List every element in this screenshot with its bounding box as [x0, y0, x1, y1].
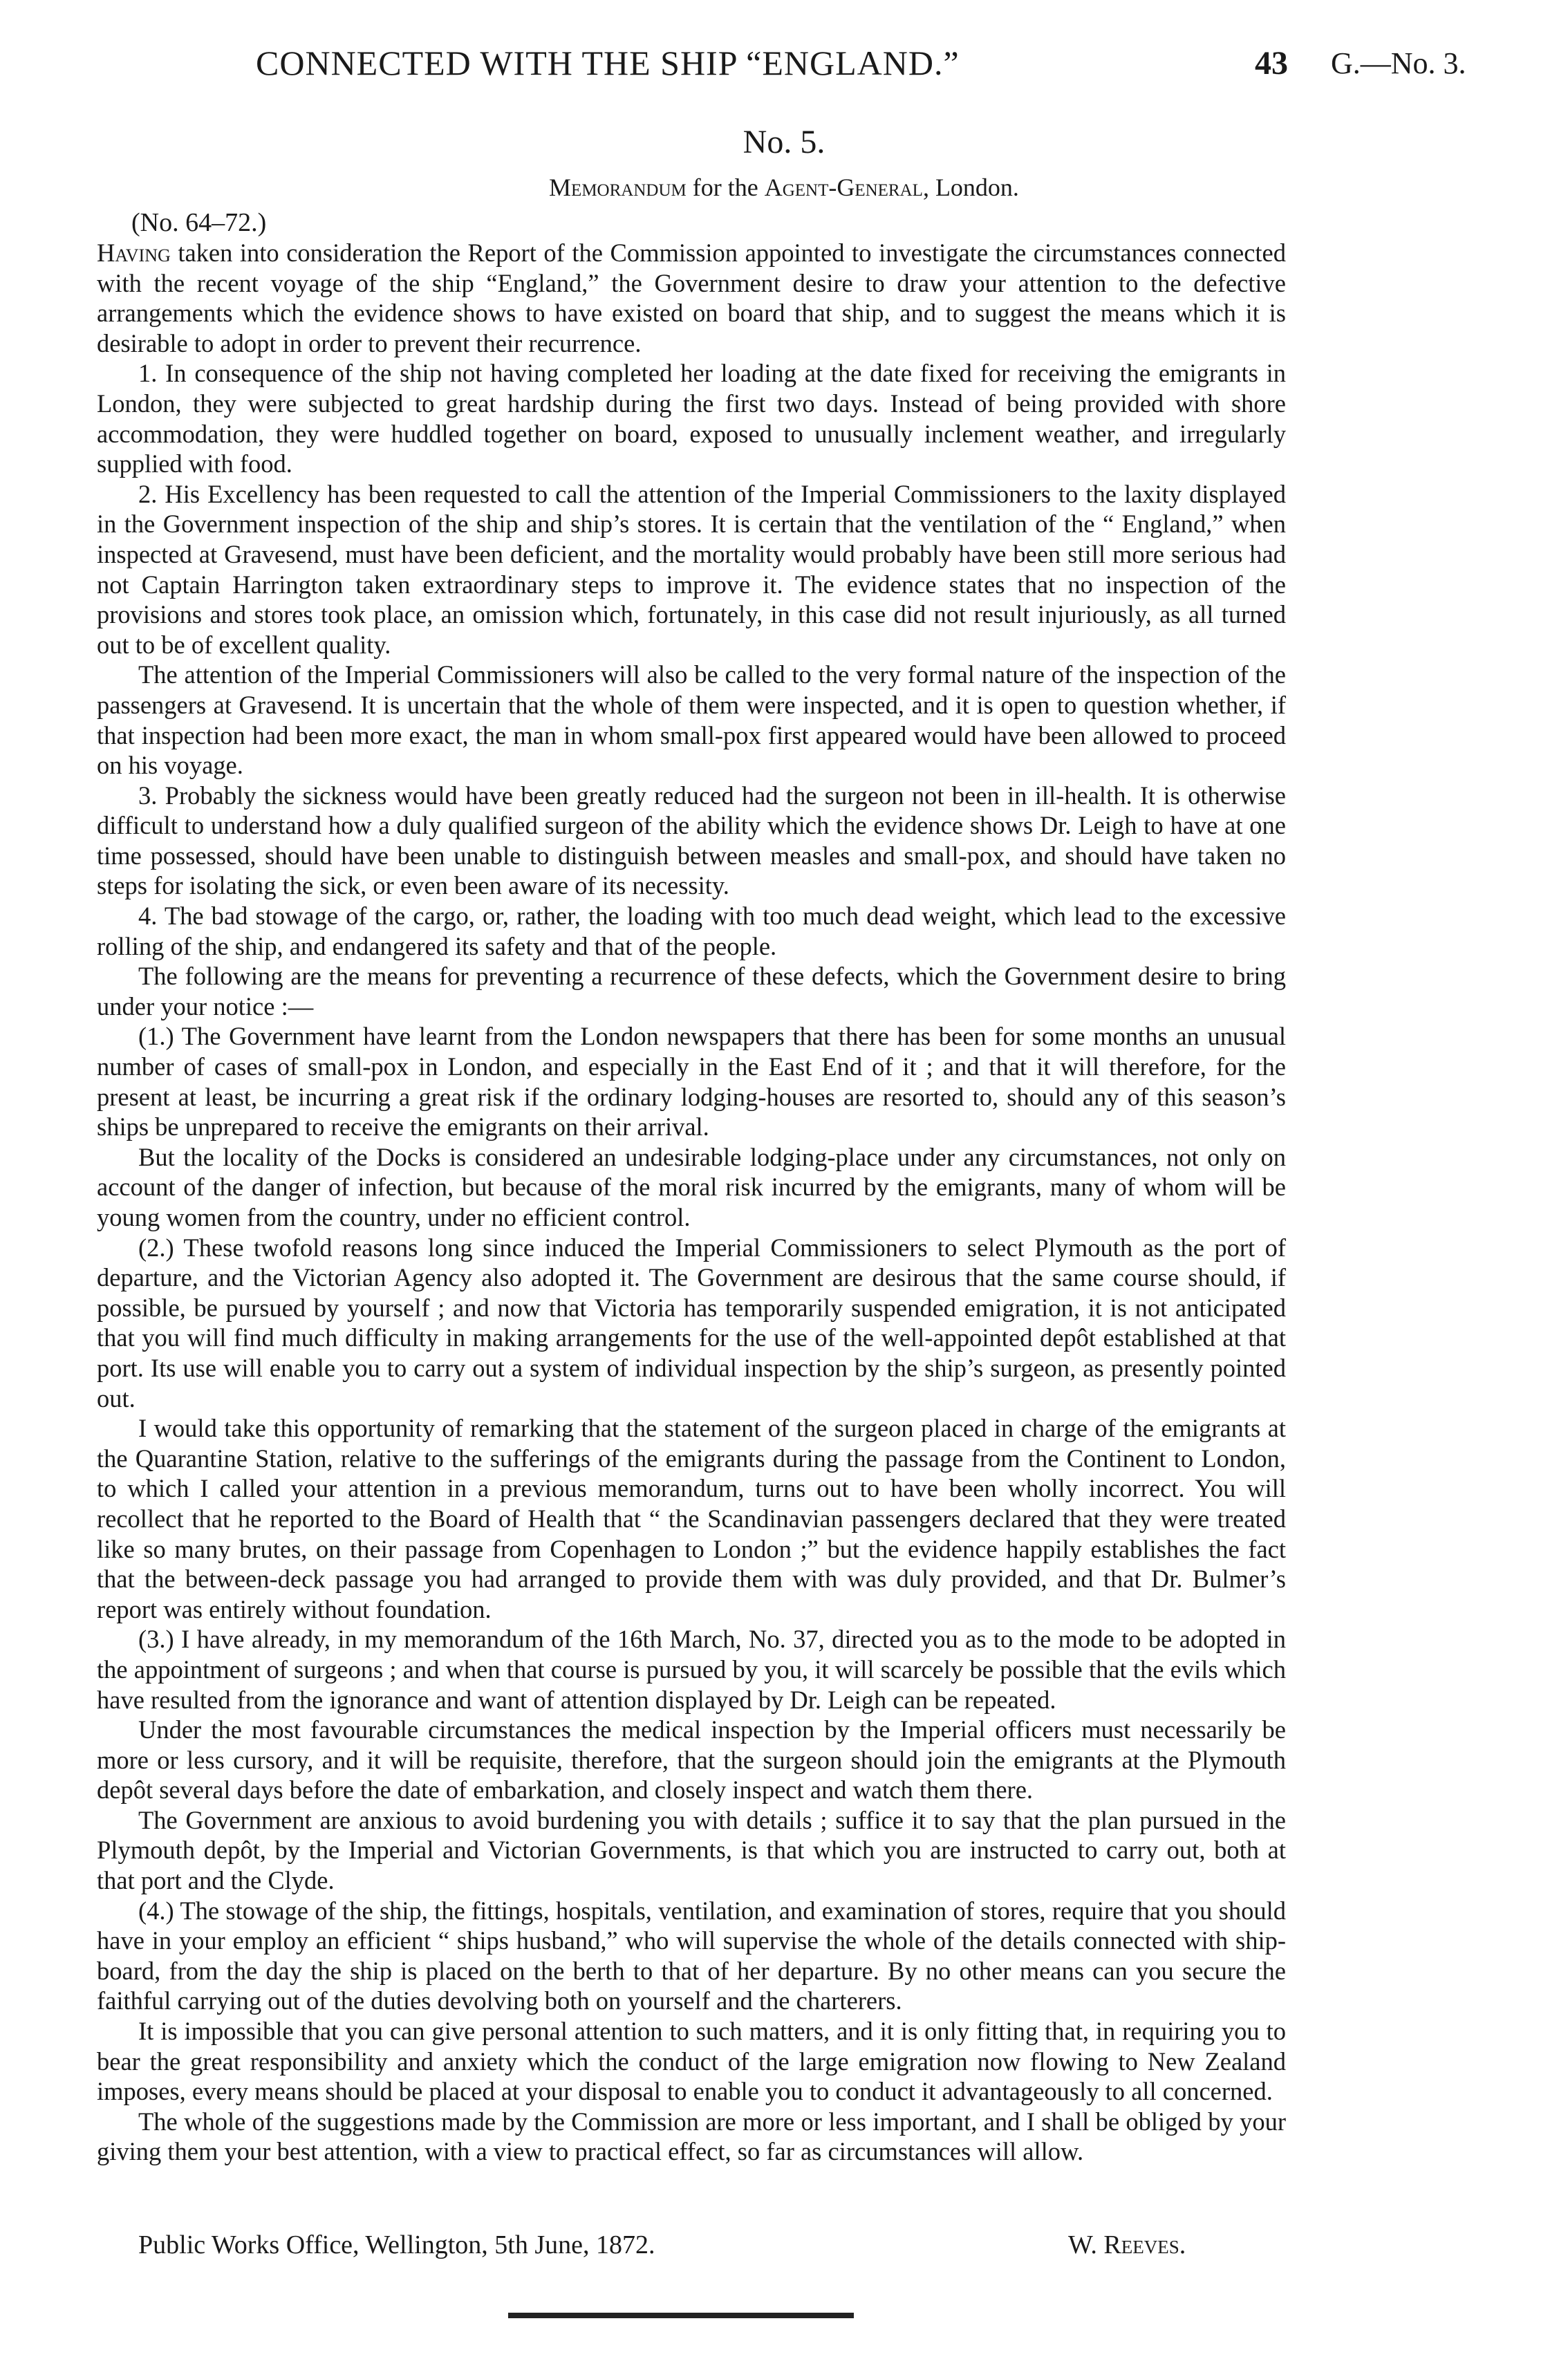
paragraph: (1.) The Government have learnt from the London newspapers that there has been for some months an unusual number of cases of small-pox in London, and especially in the East End of it ; and that it will therefore, for the present at least, be incurring a great risk if the ordinary lodging-houses are resorted to, should any of this season’s ships be unprepared to receive the emigrants on their arrival.: [97, 1022, 1286, 1141]
memo-reference: (No. 64–72.): [131, 208, 267, 237]
page-header: [0, 43, 1568, 91]
paragraph: The following are the means for preventing a recurrence of these defects, which the Government desire to bring under your notice :—: [97, 962, 1286, 1020]
page-number: 43: [1255, 45, 1288, 82]
paragraph: The attention of the Imperial Commissioners will also be called to the very formal nature of the inspection of the passengers at Gravesend. It is uncertain that the whole of them were inspected, and it is open to question whether, if that inspection had been more exact, the man in whom small-pox first appeared would have been allowed to proceed on his voyage.: [97, 660, 1286, 780]
closing-rule: [508, 2313, 854, 2318]
paragraph: It is impossible that you can give personal attention to such matters, and it is only fitting that, in requiring you to bear the great responsibility and anxiety which the conduct of the large emigration now flowing to New Zealand imposes, every means should be placed at your disposal to enable you to conduct it advantageously to all concerned.: [97, 2017, 1286, 2106]
paragraph: The whole of the suggestions made by the Commission are more or less important, and I shall be obliged by your giving them your best attention, with a view to practical effect, so far as circumstances will allow.: [97, 2107, 1286, 2166]
paragraph: 2. His Excellency has been requested to call the attention of the Imperial Commissioners to the laxity displayed in the Government inspection of the ship and ship’s stores. It is certain that the ventilation of the “ England,” when inspected at Gravesend, must have been deficient, and the mortality would probably have been still more serious had not Captain Harrington taken extraordinary steps to improve it. The evidence states that no inspection of the provisions and stores took place, an omission which, fortunately, in this case did not result injuriously, as all turned out to be of excellent quality.: [97, 479, 1286, 659]
memo-title-middle: for the: [692, 174, 758, 201]
paragraph: But the locality of the Docks is considered an undesirable lodging-place under any circumstances, not only on account of the danger of infection, but because of the moral risk incurred by the emigrants, many of whom will be young women from the country, under no efficient control.: [97, 1142, 1286, 1231]
paragraph: (2.) These twofold reasons long since induced the Imperial Commissioners to select Plymouth as the port of departure, and the Victorian Agency also adopted it. The Government are desirous that the same course should, if possible, be pursued by yourself ; and now that Victoria has temporarily suspended emigration, it is not anticipated that you will find much difficulty in making arrangements for the use of the well-appointed depôt established at that port. Its use will enable you to carry out a system of individual inspection by the ship’s surgeon, as presently pointed out.: [97, 1233, 1286, 1413]
paragraph: Under the most favourable circumstances the medical inspection by the Imperial officers must necessarily be more or less cursory, and it will be requisite, therefore, that the surgeon should join the emigrants at the Plymouth depôt several days before the date of embarkation, and closely inspect and watch them there.: [97, 1715, 1286, 1805]
opening-word: Having: [97, 239, 171, 267]
paragraph: 4. The bad stowage of the cargo, or, rather, the loading with too much dead weight, which lead to the excessive rolling of the ship, and endangered its safety and that of the people.: [97, 902, 1286, 960]
memo-title-prefix: Memorandum: [549, 174, 687, 201]
paragraph: The Government are anxious to avoid burdening you with details ; suffice it to say that the plan pursued in the Plymouth depôt, by the Imperial and Victorian Governments, is that which you are instructed to carry out, both at that port and the Clyde.: [97, 1805, 1286, 1895]
running-title: CONNECTED WITH THE SHIP “ENGLAND.”: [256, 44, 960, 82]
memo-addressee: Agent-General: [764, 174, 923, 201]
memo-title-suffix: , London.: [922, 174, 1019, 201]
paragraph: [97, 238, 1286, 358]
memo-number: No. 5.: [743, 124, 825, 160]
memo-body: [97, 238, 1286, 2167]
paragraph: 1. In consequence of the ship not having completed her loading at the date fixed for receiving the emigrants in London, they were subjected to great hardship during the first two days. Instead of being provided with shore accommodation, they were huddled together on board, exposed to unusually inclement weather, and irregularly supplied with food.: [97, 359, 1286, 478]
paragraph: I would take this opportunity of remarking that the statement of the surgeon placed in charge of the emigrants at the Quarantine Station, relative to the sufferings of the emigrants during the passage from the Continent to London, to which I called your attention in a previous memorandum, turns out to have been wholly incorrect. You will recollect that he reported to the Board of Health that “ the Scandinavian passengers declared that they were treated like so many brutes, on their passage from Copenhagen to London ;” but the evidence happily establishes the fact that the between-deck passage you had arranged to provide them with was duly provided, and that Dr. Bulmer’s report was entirely without foundation.: [97, 1414, 1286, 1623]
memo-title: [0, 173, 1568, 202]
document-reference: G.—No. 3.: [1331, 46, 1466, 80]
paragraph: (4.) The stowage of the ship, the fittings, hospitals, ventilation, and examination of stores, require that you should have in your employ an efficient “ ships husband,” who will supervise the whole of the details connected with ship-board, from the day the ship is placed on the berth to that of her departure. By no other means can you secure the faithful carrying out of the duties devolving both on yourself and the charterers.: [97, 1896, 1286, 2015]
signature: W. Reeves.: [1068, 2230, 1186, 2259]
paragraph: (3.) I have already, in my memorandum of the 16th March, No. 37, directed you as to the mode to be adopted in the appointment of surgeons ; and when that course is pursued by you, it will scarcely be possible that the evils which have resulted from the ignorance and want of attention displayed by Dr. Leigh can be repeated.: [97, 1625, 1286, 1714]
paragraph: 3. Probably the sickness would have been greatly reduced had the surgeon not been in ill-health. It is otherwise difficult to understand how a duly qualified surgeon of the ability which the evidence shows Dr. Leigh to have at one time possessed, should have been unable to distinguish between measles and small-pox, and should have taken no steps for isolating the sick, or even been aware of its necessity.: [97, 781, 1286, 900]
paragraph-text: taken into consideration the Report of the Commission appointed to investigate the circumstances connected with the recent voyage of the ship “England,” the Government desire to draw your attention to the defective arrangements which the evidence shows to have existed on board that ship, and to suggest the means which it is desirable to adopt in order to prevent their recurrence.: [97, 239, 1286, 357]
place-date: Public Works Office, Wellington, 5th June, 1872.: [138, 2230, 655, 2259]
